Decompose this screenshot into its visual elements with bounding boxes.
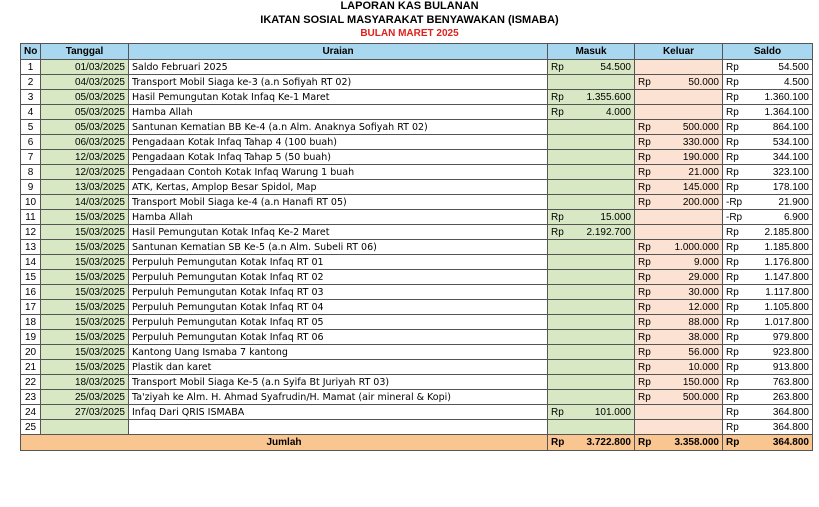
row-masuk [548, 90, 635, 105]
row-keluar-value: 9.000 [693, 256, 719, 268]
row-number: 22 [21, 375, 41, 390]
row-date: 15/03/2025 [41, 300, 129, 315]
row-date: 15/03/2025 [41, 210, 129, 225]
total-row [21, 435, 813, 451]
table-row [21, 330, 813, 345]
row-keluar [635, 240, 723, 255]
row-description: Perpuluh Pemungutan Kotak Infaq RT 02 [129, 270, 548, 285]
row-keluar [635, 135, 723, 150]
table-header-row [21, 44, 813, 60]
currency-label: Rp [638, 121, 651, 133]
row-keluar-value: 10.000 [688, 361, 719, 373]
table-row [21, 165, 813, 180]
row-saldo [723, 195, 813, 210]
row-saldo [723, 315, 813, 330]
currency-label: Rp [638, 241, 651, 253]
row-saldo [723, 210, 813, 225]
row-saldo-value: 864.100 [772, 121, 809, 133]
row-number: 14 [21, 255, 41, 270]
row-masuk [548, 405, 635, 420]
row-masuk-value: 1.355.600 [586, 91, 631, 103]
row-number: 10 [21, 195, 41, 210]
row-keluar [635, 90, 723, 105]
row-saldo [723, 105, 813, 120]
currency-label: Rp [638, 271, 651, 283]
row-masuk [548, 285, 635, 300]
table-row [21, 150, 813, 165]
row-date: 13/03/2025 [41, 180, 129, 195]
currency-label: Rp [726, 421, 739, 433]
table-row [21, 390, 813, 405]
currency-label: Rp [726, 181, 739, 193]
currency-label: Rp [638, 346, 651, 358]
row-keluar [635, 180, 723, 195]
currency-label: Rp [638, 361, 651, 373]
row-keluar [635, 330, 723, 345]
table-row [21, 180, 813, 195]
row-saldo [723, 135, 813, 150]
currency-label: Rp [726, 106, 739, 118]
currency-label: Rp [551, 406, 564, 418]
table-row [21, 120, 813, 135]
row-date: 15/03/2025 [41, 360, 129, 375]
row-number: 5 [21, 120, 41, 135]
currency-label: Rp [726, 346, 739, 358]
row-number: 4 [21, 105, 41, 120]
row-masuk-value: 54.500 [600, 61, 631, 73]
row-masuk [548, 240, 635, 255]
currency-label: Rp [726, 316, 739, 328]
row-masuk-value: 15.000 [600, 211, 631, 223]
row-keluar [635, 390, 723, 405]
currency-label: Rp [726, 256, 739, 268]
row-masuk [548, 75, 635, 90]
row-keluar [635, 420, 723, 435]
table-row [21, 135, 813, 150]
row-description: Hasil Pemungutan Kotak Infaq Ke-1 Maret [129, 90, 548, 105]
row-keluar [635, 150, 723, 165]
organization-name: IKATAN SOSIAL MASYARAKAT BENYAWAKAN (ISMABA) [260, 14, 559, 26]
table-row [21, 255, 813, 270]
currency-label: Rp [726, 226, 739, 238]
row-date: 05/03/2025 [41, 105, 129, 120]
row-saldo [723, 285, 813, 300]
row-masuk [548, 165, 635, 180]
row-saldo [723, 165, 813, 180]
currency-label: Rp [726, 286, 739, 298]
row-description: Pengadaan Contoh Kotak Infaq Warung 1 buah [129, 165, 548, 180]
currency-label: Rp [726, 376, 739, 388]
row-date: 12/03/2025 [41, 150, 129, 165]
row-date: 15/03/2025 [41, 315, 129, 330]
row-keluar [635, 120, 723, 135]
table-row [21, 75, 813, 90]
row-number: 13 [21, 240, 41, 255]
table-row [21, 315, 813, 330]
currency-label: Rp [638, 437, 652, 448]
row-saldo [723, 120, 813, 135]
row-masuk-value: 101.000 [594, 406, 631, 418]
header-saldo: Saldo [723, 44, 813, 60]
table-row [21, 375, 813, 390]
table-row [21, 225, 813, 240]
row-keluar-value: 38.000 [688, 331, 719, 343]
currency-label: Rp [726, 301, 739, 313]
row-keluar-value: 150.000 [682, 376, 719, 388]
header-tanggal: Tanggal [41, 44, 129, 60]
row-keluar [635, 60, 723, 75]
row-date: 14/03/2025 [41, 195, 129, 210]
row-description: Transport Mobil Siaga Ke-5 (a.n Syifa Bt Juriyah RT 03) [129, 375, 548, 390]
header-keluar: Keluar [635, 44, 723, 60]
currency-label: Rp [638, 376, 651, 388]
row-keluar [635, 225, 723, 240]
currency-label: Rp [638, 256, 651, 268]
row-keluar [635, 195, 723, 210]
total-saldo [723, 435, 813, 451]
currency-label: Rp [726, 241, 739, 253]
row-saldo-value: 344.100 [772, 151, 809, 163]
row-description: Perpuluh Pemungutan Kotak Infaq RT 06 [129, 330, 548, 345]
row-number: 15 [21, 270, 41, 285]
currency-label: Rp [726, 136, 739, 148]
row-number: 8 [21, 165, 41, 180]
row-saldo [723, 270, 813, 285]
row-keluar-value: 88.000 [688, 316, 719, 328]
row-keluar [635, 360, 723, 375]
row-date: 05/03/2025 [41, 90, 129, 105]
row-keluar-value: 1.000.000 [674, 241, 719, 253]
row-saldo-value: 364.800 [772, 421, 809, 433]
currency-label: Rp [726, 331, 739, 343]
row-masuk-value: 2.192.700 [586, 226, 631, 238]
currency-label: Rp [726, 391, 739, 403]
currency-label: Rp [638, 136, 651, 148]
row-masuk [548, 270, 635, 285]
currency-label: Rp [638, 181, 651, 193]
currency-label: Rp [726, 437, 740, 448]
currency-label: Rp [551, 106, 564, 118]
row-description: Kantong Uang Ismaba 7 kantong [129, 345, 548, 360]
row-saldo [723, 90, 813, 105]
row-saldo-value: 323.100 [772, 166, 809, 178]
row-saldo [723, 255, 813, 270]
report-title: LAPORAN KAS BULANAN [340, 0, 479, 12]
total-label: Jumlah [21, 435, 548, 451]
row-description: Transport Mobil Siaga ke-3 (a.n Sofiyah RT 02) [129, 75, 548, 90]
row-masuk [548, 135, 635, 150]
table-row [21, 360, 813, 375]
row-keluar [635, 300, 723, 315]
row-masuk [548, 150, 635, 165]
row-saldo-value: 1.017.800 [764, 316, 809, 328]
table-row [21, 240, 813, 255]
total-masuk-value: 3.722.800 [586, 437, 631, 448]
row-saldo [723, 60, 813, 75]
row-description: Perpuluh Pemungutan Kotak Infaq RT 04 [129, 300, 548, 315]
table-row [21, 60, 813, 75]
row-keluar [635, 285, 723, 300]
table-row [21, 105, 813, 120]
row-description: Perpuluh Pemungutan Kotak Infaq RT 05 [129, 315, 548, 330]
report-period: BULAN MARET 2025 [360, 28, 459, 39]
row-keluar-value: 330.000 [682, 136, 719, 148]
row-keluar [635, 375, 723, 390]
currency-label: Rp [551, 91, 564, 103]
row-keluar [635, 255, 723, 270]
table-row [21, 405, 813, 420]
row-keluar-value: 500.000 [682, 121, 719, 133]
row-saldo-value: 21.900 [778, 196, 809, 208]
row-keluar-value: 190.000 [682, 151, 719, 163]
row-number: 12 [21, 225, 41, 240]
row-saldo [723, 420, 813, 435]
row-date: 15/03/2025 [41, 330, 129, 345]
row-description: Pengadaan Kotak Infaq Tahap 5 (50 buah) [129, 150, 548, 165]
row-number: 11 [21, 210, 41, 225]
row-number: 23 [21, 390, 41, 405]
row-keluar-value: 12.000 [688, 301, 719, 313]
row-saldo [723, 150, 813, 165]
currency-label: -Rp [726, 196, 743, 208]
currency-label: Rp [638, 151, 651, 163]
row-number: 2 [21, 75, 41, 90]
total-masuk [548, 435, 635, 451]
table-row [21, 90, 813, 105]
row-keluar [635, 270, 723, 285]
row-saldo [723, 75, 813, 90]
row-description [129, 420, 548, 435]
row-keluar [635, 315, 723, 330]
row-keluar-value: 30.000 [688, 286, 719, 298]
row-date: 18/03/2025 [41, 375, 129, 390]
row-description: Pengadaan Kotak Infaq Tahap 4 (100 buah) [129, 135, 548, 150]
row-date: 12/03/2025 [41, 165, 129, 180]
row-saldo-value: 6.900 [783, 211, 809, 223]
row-masuk [548, 105, 635, 120]
row-masuk [548, 360, 635, 375]
row-saldo-value: 763.800 [772, 376, 809, 388]
row-saldo [723, 405, 813, 420]
total-saldo-value: 364.800 [772, 437, 809, 448]
table-row [21, 300, 813, 315]
row-masuk [548, 300, 635, 315]
row-keluar [635, 105, 723, 120]
row-saldo [723, 225, 813, 240]
row-number: 25 [21, 420, 41, 435]
currency-label: Rp [638, 286, 651, 298]
row-keluar [635, 75, 723, 90]
row-masuk [548, 195, 635, 210]
row-description: Perpuluh Pemungutan Kotak Infaq RT 03 [129, 285, 548, 300]
currency-label: Rp [551, 226, 564, 238]
row-date: 15/03/2025 [41, 240, 129, 255]
row-date: 25/03/2025 [41, 390, 129, 405]
row-masuk [548, 225, 635, 240]
currency-label: Rp [726, 166, 739, 178]
table-row [21, 195, 813, 210]
currency-label: Rp [726, 361, 739, 373]
row-description: Santunan Kematian SB Ke-5 (a.n Alm. Subeli RT 06) [129, 240, 548, 255]
row-masuk-value: 4.000 [605, 106, 631, 118]
row-number: 18 [21, 315, 41, 330]
row-date: 27/03/2025 [41, 405, 129, 420]
row-masuk [548, 420, 635, 435]
row-date: 06/03/2025 [41, 135, 129, 150]
row-description: Hasil Pemungutan Kotak Infaq Ke-2 Maret [129, 225, 548, 240]
row-date: 15/03/2025 [41, 285, 129, 300]
table-row [21, 210, 813, 225]
row-saldo-value: 979.800 [772, 331, 809, 343]
row-masuk [548, 315, 635, 330]
row-saldo [723, 390, 813, 405]
table-row [21, 285, 813, 300]
row-masuk [548, 390, 635, 405]
currency-label: Rp [638, 331, 651, 343]
row-description: Perpuluh Pemungutan Kotak Infaq RT 01 [129, 255, 548, 270]
row-number: 16 [21, 285, 41, 300]
row-saldo-value: 1.176.800 [764, 256, 809, 268]
row-saldo [723, 375, 813, 390]
row-masuk [548, 180, 635, 195]
currency-label: Rp [726, 151, 739, 163]
row-saldo [723, 330, 813, 345]
row-number: 7 [21, 150, 41, 165]
row-saldo-value: 1.147.800 [764, 271, 809, 283]
row-saldo-value: 913.800 [772, 361, 809, 373]
currency-label: Rp [638, 391, 651, 403]
row-number: 9 [21, 180, 41, 195]
cash-report-table [20, 43, 813, 451]
table-row [21, 270, 813, 285]
row-saldo-value: 178.100 [772, 181, 809, 193]
row-date: 05/03/2025 [41, 120, 129, 135]
row-masuk [548, 120, 635, 135]
currency-label: -Rp [726, 211, 743, 223]
currency-label: Rp [551, 61, 564, 73]
row-number: 6 [21, 135, 41, 150]
currency-label: Rp [638, 76, 651, 88]
total-keluar-value: 3.358.000 [674, 437, 719, 448]
row-description: Ta'ziyah ke Alm. H. Ahmad Syafrudin/H. Mamat (air mineral & Kopi) [129, 390, 548, 405]
row-number: 17 [21, 300, 41, 315]
row-number: 21 [21, 360, 41, 375]
row-saldo [723, 300, 813, 315]
currency-label: Rp [638, 316, 651, 328]
row-keluar-value: 200.000 [682, 196, 719, 208]
row-saldo-value: 1.105.800 [764, 301, 809, 313]
row-saldo [723, 240, 813, 255]
row-saldo-value: 54.500 [778, 61, 809, 73]
currency-label: Rp [726, 61, 739, 73]
row-keluar [635, 165, 723, 180]
row-saldo [723, 345, 813, 360]
row-number: 24 [21, 405, 41, 420]
row-date: 15/03/2025 [41, 345, 129, 360]
total-keluar [635, 435, 723, 451]
row-number: 3 [21, 90, 41, 105]
currency-label: Rp [551, 437, 565, 448]
header-no: No [21, 44, 41, 60]
row-saldo-value: 364.800 [772, 406, 809, 418]
row-description: Hamba Allah [129, 105, 548, 120]
row-keluar-value: 21.000 [688, 166, 719, 178]
table-row [21, 420, 813, 435]
currency-label: Rp [726, 91, 739, 103]
currency-label: Rp [726, 271, 739, 283]
row-date: 15/03/2025 [41, 255, 129, 270]
row-description: Transport Mobil Siaga ke-4 (a.n Hanafi RT 05) [129, 195, 548, 210]
row-keluar [635, 210, 723, 225]
row-description: Hamba Allah [129, 210, 548, 225]
row-saldo-value: 923.800 [772, 346, 809, 358]
row-keluar-value: 500.000 [682, 391, 719, 403]
row-number: 20 [21, 345, 41, 360]
row-saldo [723, 360, 813, 375]
row-date [41, 420, 129, 435]
row-saldo-value: 1.185.800 [764, 241, 809, 253]
row-description: Infaq Dari QRIS ISMABA [129, 405, 548, 420]
report-header [0, 0, 819, 40]
row-saldo-value: 4.500 [783, 76, 809, 88]
row-keluar-value: 145.000 [682, 181, 719, 193]
row-keluar [635, 345, 723, 360]
row-date: 15/03/2025 [41, 270, 129, 285]
currency-label: Rp [726, 406, 739, 418]
currency-label: Rp [638, 166, 651, 178]
row-masuk [548, 345, 635, 360]
row-number: 1 [21, 60, 41, 75]
row-description: Plastik dan karet [129, 360, 548, 375]
row-masuk [548, 375, 635, 390]
row-saldo-value: 2.185.800 [764, 226, 809, 238]
header-masuk: Masuk [548, 44, 635, 60]
row-description: ATK, Kertas, Amplop Besar Spidol, Map [129, 180, 548, 195]
row-saldo-value: 1.364.100 [764, 106, 809, 118]
row-date: 01/03/2025 [41, 60, 129, 75]
row-description: Santunan Kematian BB Ke-4 (a.n Alm. Anaknya Sofiyah RT 02) [129, 120, 548, 135]
row-keluar-value: 56.000 [688, 346, 719, 358]
row-number: 19 [21, 330, 41, 345]
row-description: Saldo Februari 2025 [129, 60, 548, 75]
currency-label: Rp [638, 196, 651, 208]
row-saldo [723, 180, 813, 195]
table-row [21, 345, 813, 360]
header-uraian: Uraian [129, 44, 548, 60]
row-masuk [548, 210, 635, 225]
row-date: 15/03/2025 [41, 225, 129, 240]
row-keluar [635, 405, 723, 420]
currency-label: Rp [726, 76, 739, 88]
row-saldo-value: 1.360.100 [764, 91, 809, 103]
row-saldo-value: 263.800 [772, 391, 809, 403]
row-masuk [548, 60, 635, 75]
row-masuk [548, 255, 635, 270]
row-saldo-value: 534.100 [772, 136, 809, 148]
currency-label: Rp [638, 301, 651, 313]
row-keluar-value: 50.000 [688, 76, 719, 88]
row-masuk [548, 330, 635, 345]
row-saldo-value: 1.117.800 [765, 286, 809, 298]
currency-label: Rp [551, 211, 564, 223]
row-keluar-value: 29.000 [688, 271, 719, 283]
currency-label: Rp [726, 121, 739, 133]
row-date: 04/03/2025 [41, 75, 129, 90]
